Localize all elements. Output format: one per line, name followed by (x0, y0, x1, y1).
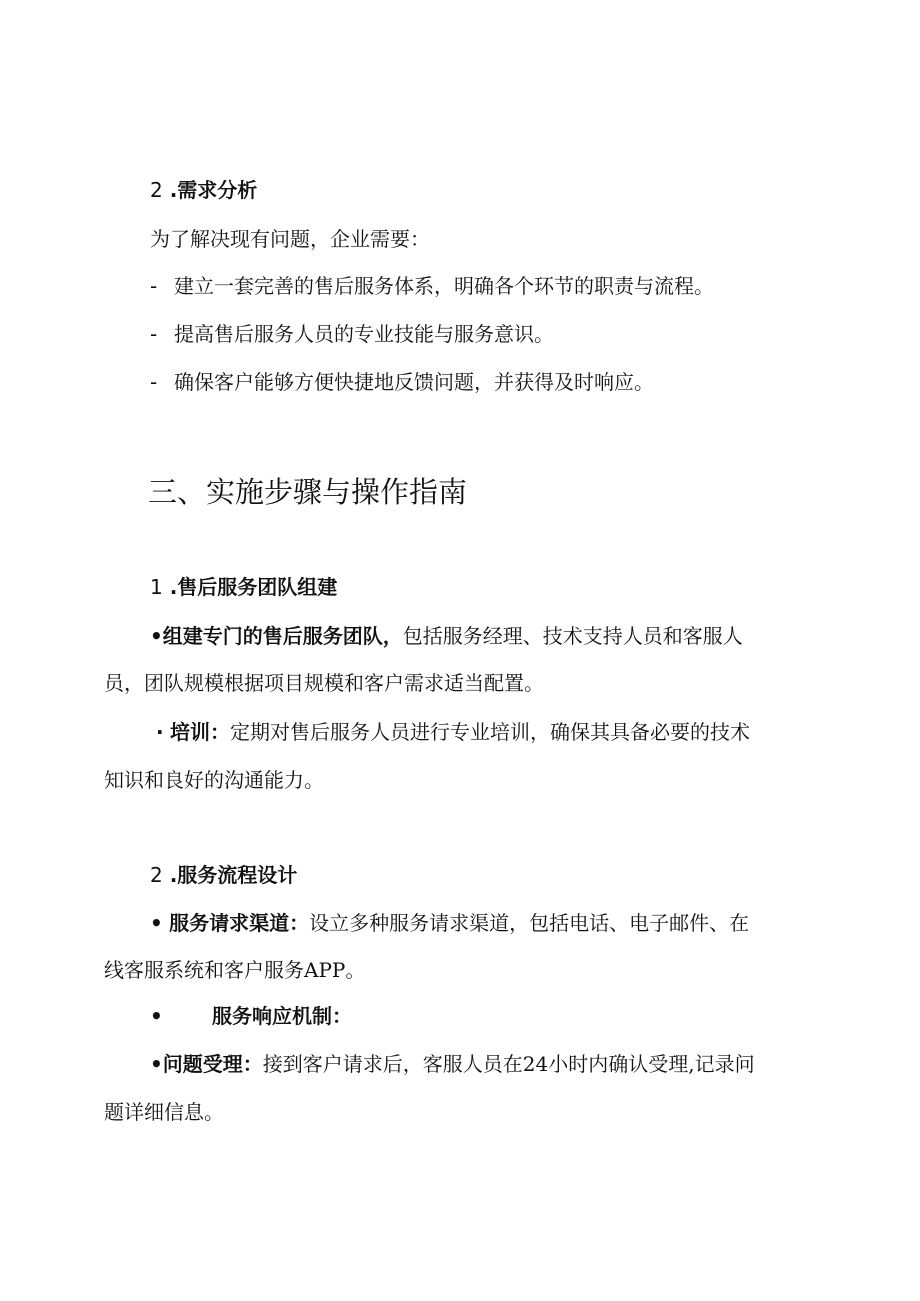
paragraph-acceptance-line1 (150, 1052, 755, 1076)
paragraph-text: 定期对售后服务人员进行专业培训，确保其具备必要的技术 (229, 720, 750, 744)
dash-bullet: - (150, 274, 158, 298)
section-heading-requirements (150, 178, 257, 202)
paragraph-response-mechanism (150, 1004, 352, 1028)
subsection-heading-process (150, 863, 297, 887)
paragraph-channels-line1 (150, 911, 749, 935)
paragraph-training-line1 (156, 720, 750, 744)
paragraph-text: 设立多种服务请求渠道，包括电话、电子邮件、在 (309, 911, 750, 935)
heading-text: .需求分析 (169, 178, 258, 202)
heading-number: 2 (150, 863, 163, 887)
bold-lead: 服务请求渠道： (169, 911, 310, 935)
paragraph-channels-line2: 线客服系统和客户服务APP。 (104, 958, 366, 982)
dash-bullet: - (150, 370, 158, 394)
intro-paragraph: 为了解决现有问题，企业需要： (150, 227, 430, 251)
paragraph-training-line2: 知识和良好的沟通能力。 (104, 768, 324, 792)
paragraph-text: 接到客户请求后，客服人员在24小时内确认受理,记录问 (262, 1052, 755, 1076)
bold-lead: •组建专门的售后服务团队， (150, 624, 403, 648)
bullet: · (156, 720, 164, 744)
list-item (150, 274, 714, 298)
heading-number: 1 (150, 575, 163, 599)
bold-lead: 问题受理： (162, 1052, 263, 1076)
bullet: • (150, 911, 163, 935)
dash-bullet: - (150, 322, 158, 346)
bullet: • (150, 1052, 163, 1076)
list-item (150, 370, 654, 394)
subsection-heading-team (150, 575, 337, 599)
paragraph-acceptance-line2: 题详细信息。 (104, 1100, 224, 1124)
paragraph-team-line2: 员，团队规模根据项目规模和客户需求适当配置。 (104, 671, 544, 695)
paragraph-team-line1 (150, 624, 743, 648)
heading-number: 2 (150, 178, 163, 202)
bold-lead: 培训： (169, 720, 230, 744)
bullet: • (150, 1004, 163, 1028)
list-item (150, 322, 554, 346)
paragraph-text: 包括服务经理、技术支持人员和客服人 (402, 624, 743, 648)
list-item-text: 提高售后服务人员的专业技能与服务意识。 (174, 322, 554, 346)
heading-text: .售后服务团队组建 (169, 575, 338, 599)
list-item-text: 确保客户能够方便快捷地反馈问题，并获得及时响应。 (174, 370, 654, 394)
chapter-title: 三、实施步骤与操作指南 (148, 475, 468, 509)
heading-text: .服务流程设计 (169, 863, 298, 887)
bold-lead: 服务响应机制： (212, 1004, 352, 1028)
list-item-text: 建立一套完善的售后服务体系，明确各个环节的职责与流程。 (174, 274, 714, 298)
